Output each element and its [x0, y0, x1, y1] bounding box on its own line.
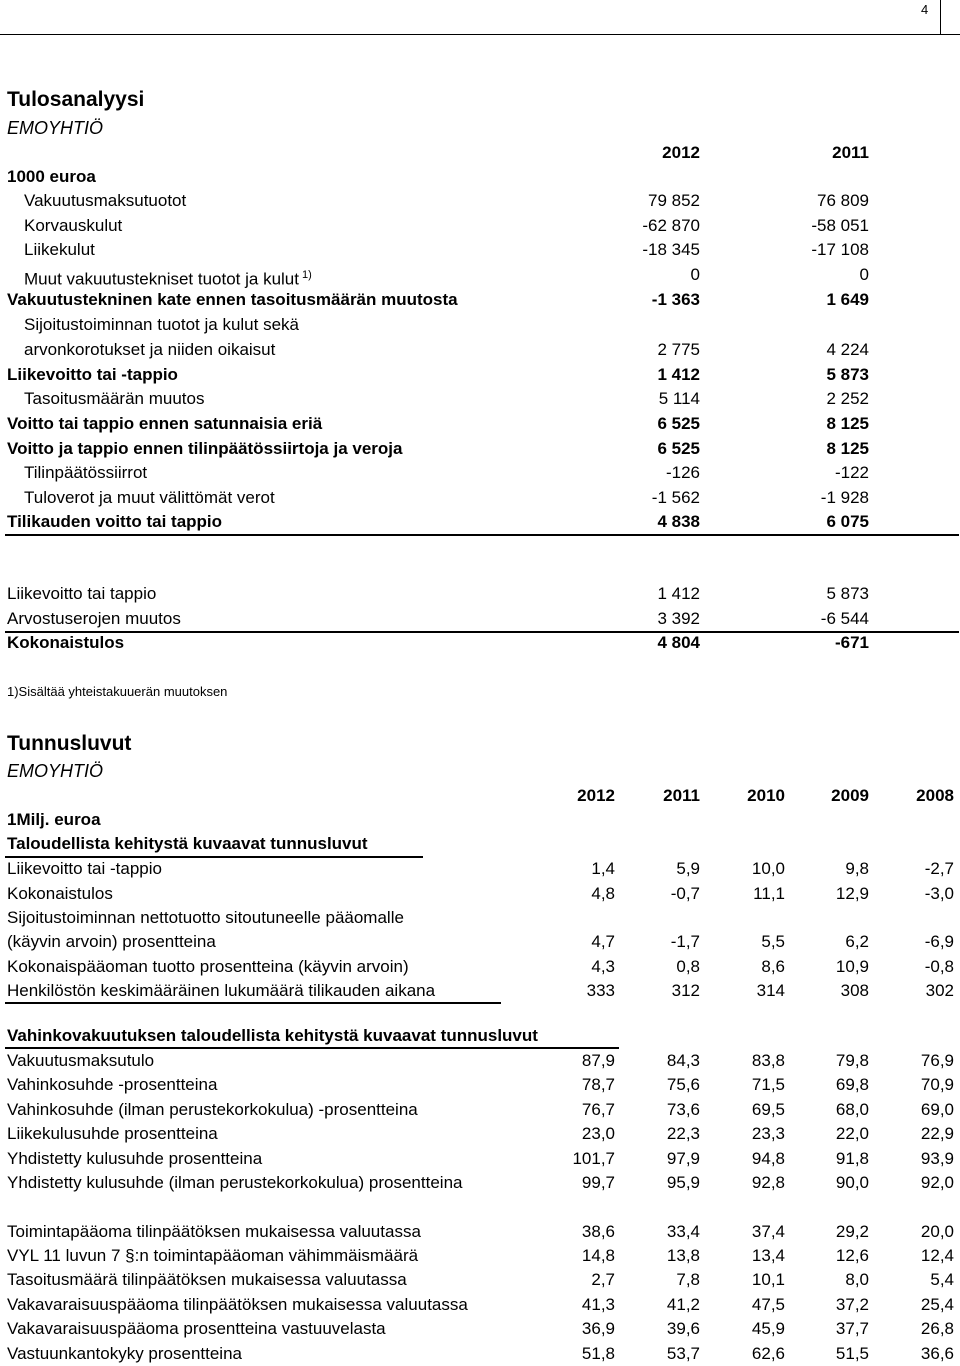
- row-value: 9,8: [845, 859, 869, 878]
- row-value: 20,0: [920, 1222, 954, 1241]
- row-value: 5 873: [826, 584, 869, 603]
- row-value: 101,7: [572, 1149, 615, 1168]
- row-value: 13,4: [751, 1246, 785, 1265]
- row-label: Yhdistetty kulusuhde prosentteina: [7, 1149, 263, 1168]
- row-value: 41,2: [666, 1295, 700, 1314]
- row-value: 12,6: [835, 1246, 869, 1265]
- row-value: 4,7: [591, 932, 615, 951]
- row-value: 7,8: [676, 1270, 700, 1289]
- table-row: [0, 1268, 960, 1292]
- row-value: 73,6: [666, 1100, 700, 1119]
- row-value: 45,9: [751, 1319, 785, 1338]
- row-value: 2 775: [657, 340, 700, 359]
- row-value: 37,7: [835, 1319, 869, 1338]
- table-row: [0, 955, 960, 979]
- row-label: Kokonaistulos: [7, 633, 125, 652]
- year-header-row: [0, 784, 960, 808]
- row-value: 1 412: [657, 584, 700, 603]
- row-value: -18 345: [642, 240, 700, 259]
- row-value: 95,9: [666, 1173, 700, 1192]
- table-row: [0, 1317, 960, 1341]
- row-value: 14,8: [581, 1246, 615, 1265]
- row-value: 4 224: [826, 340, 869, 359]
- row-value: 75,6: [666, 1075, 700, 1094]
- row-value: 308: [840, 981, 869, 1000]
- row-value: 2 252: [826, 389, 869, 408]
- table-rule: [5, 631, 959, 633]
- table-row: [0, 930, 960, 954]
- table-rule: [5, 534, 959, 536]
- row-value: -1 562: [651, 488, 700, 507]
- header-rule: [0, 34, 960, 35]
- row-value: 5,5: [761, 932, 785, 951]
- table-rule: [5, 1002, 501, 1004]
- row-value: 5 114: [658, 389, 700, 408]
- row-value: 10,0: [751, 859, 785, 878]
- table-row: [0, 1147, 960, 1171]
- row-value: 0,8: [676, 957, 700, 976]
- row-label: Vahinkosuhde -prosentteina: [7, 1075, 218, 1094]
- row-value: 94,8: [751, 1149, 785, 1168]
- table-row: [0, 363, 960, 387]
- row-value: 47,5: [751, 1295, 785, 1314]
- table-row: [0, 263, 960, 287]
- row-value: 2012: [577, 786, 615, 805]
- row-value: -0,7: [670, 884, 700, 903]
- unit-row: [0, 808, 960, 832]
- row-label: arvonkorotukset ja niiden oikaisut: [24, 340, 276, 359]
- table-row: [0, 1049, 960, 1073]
- row-value: 99,7: [581, 1173, 615, 1192]
- row-value: 26,8: [920, 1319, 954, 1338]
- table-row: [0, 979, 960, 1003]
- row-value: 79 852: [648, 191, 700, 210]
- table-row: [0, 510, 960, 534]
- table-row: [0, 313, 960, 337]
- row-value: 0: [690, 265, 700, 284]
- table-row: [0, 1098, 960, 1122]
- row-label: 1Milj. euroa: [7, 810, 101, 829]
- row-value: 4 838: [657, 512, 700, 531]
- row-label: Liikekulusuhde prosentteina: [7, 1124, 218, 1143]
- row-value: -58 051: [811, 216, 869, 235]
- year-header-row: [0, 141, 960, 165]
- income-title: Tulosanalyysi: [7, 88, 145, 111]
- row-label: Henkilöstön keskimääräinen lukumäärä tilikauden aikana: [7, 981, 436, 1000]
- row-value: 33,4: [666, 1222, 700, 1241]
- table-row: [0, 1342, 960, 1366]
- row-label: Voitto ja tappio ennen tilinpäätössiirtoja ja veroja: [7, 439, 403, 458]
- row-value: 25,4: [920, 1295, 954, 1314]
- row-label: Liikevoitto tai -tappio: [7, 365, 178, 384]
- row-value: 53,7: [666, 1344, 700, 1363]
- row-label: Voitto tai tappio ennen satunnaisia eriä: [7, 414, 323, 433]
- row-value: 3 392: [657, 609, 700, 628]
- row-label: Taloudellista kehitystä kuvaavat tunnusluvut: [7, 834, 368, 853]
- row-value: 51,8: [581, 1344, 615, 1363]
- row-value: 2009: [831, 786, 869, 805]
- row-value: 4 804: [657, 633, 700, 652]
- row-label: Korvauskulut: [24, 216, 123, 235]
- row-value: 69,5: [751, 1100, 785, 1119]
- row-value: 6 525: [657, 414, 700, 433]
- row-value: 22,3: [666, 1124, 700, 1143]
- row-value: 37,4: [751, 1222, 785, 1241]
- table-row: [0, 1073, 960, 1097]
- row-value: 2010: [747, 786, 785, 805]
- row-value: -671: [834, 633, 869, 652]
- row-label: VYL 11 luvun 7 §:n toimintapääoman vähimmäismäärä: [7, 1246, 419, 1265]
- row-label: Kokonaistulos: [7, 884, 113, 903]
- header-divider: [940, 0, 941, 34]
- row-value: -122: [834, 463, 869, 482]
- row-label: Arvostuserojen muutos: [7, 609, 181, 628]
- ratios-title: Tunnusluvut: [7, 732, 132, 755]
- row-label: Vakuutustekninen kate ennen tasoitusmäärän muutosta: [7, 290, 458, 309]
- row-label: Tasoitusmäärän muutos: [24, 389, 205, 408]
- row-value: 68,0: [835, 1100, 869, 1119]
- row-value: -1 928: [820, 488, 869, 507]
- row-value: 41,3: [581, 1295, 615, 1314]
- row-value: 84,3: [666, 1051, 700, 1070]
- row-value: 8,6: [761, 957, 785, 976]
- row-value: 2008: [916, 786, 954, 805]
- row-value: 83,8: [751, 1051, 785, 1070]
- row-value: 2011: [663, 786, 700, 805]
- row-value: -2,7: [924, 859, 954, 878]
- table-row: [0, 906, 960, 930]
- row-value: 302: [925, 981, 954, 1000]
- row-value: 79,8: [835, 1051, 869, 1070]
- row-value: 69,8: [835, 1075, 869, 1094]
- row-value: 23,0: [581, 1124, 615, 1143]
- table-row: [0, 1244, 960, 1268]
- table-row: [0, 288, 960, 312]
- row-value: 8 125: [826, 414, 869, 433]
- row-value: 4,8: [591, 884, 615, 903]
- table-row: [0, 387, 960, 411]
- table-row: [0, 1293, 960, 1317]
- table-row: [0, 1220, 960, 1244]
- table-row: [0, 882, 960, 906]
- table-row: [0, 607, 960, 631]
- row-value: 39,6: [666, 1319, 700, 1338]
- row-label: Toimintapääoma tilinpäätöksen mukaisessa valuutassa: [7, 1222, 421, 1241]
- row-value: 76,9: [920, 1051, 954, 1070]
- row-value: 314: [756, 981, 785, 1000]
- row-label: Vakavaraisuuspääoma prosentteina vastuuvelasta: [7, 1319, 386, 1338]
- row-value: 70,9: [920, 1075, 954, 1094]
- row-value: 4,3: [591, 957, 615, 976]
- row-label: Kokonaispääoman tuotto prosentteina (käyvin arvoin): [7, 957, 409, 976]
- row-value: 10,1: [751, 1270, 785, 1289]
- row-value: 36,9: [581, 1319, 615, 1338]
- row-value: 6 075: [826, 512, 869, 531]
- row-label: Vakavaraisuuspääoma tilinpäätöksen mukaisessa valuutassa: [7, 1295, 468, 1314]
- row-value: 87,9: [581, 1051, 615, 1070]
- table-row: [0, 338, 960, 362]
- row-label: Tuloverot ja muut välittömät verot: [24, 488, 275, 507]
- row-value: -126: [665, 463, 700, 482]
- row-value: -17 108: [811, 240, 869, 259]
- row-value: 23,3: [751, 1124, 785, 1143]
- row-value: 51,5: [835, 1344, 869, 1363]
- row-value: 69,0: [920, 1100, 954, 1119]
- table-row: [0, 189, 960, 213]
- row-value: 5,9: [676, 859, 700, 878]
- row-value: -0,8: [924, 957, 954, 976]
- row-label: Tasoitusmäärä tilinpäätöksen mukaisessa valuutassa: [7, 1270, 407, 1289]
- ratios-entity: EMOYHTIÖ: [7, 761, 104, 781]
- row-value: 37,2: [835, 1295, 869, 1314]
- row-value: 2,7: [591, 1270, 615, 1289]
- row-label: Liikevoitto tai tappio: [7, 584, 157, 603]
- row-value: 62,6: [751, 1344, 785, 1363]
- row-label: Vahinkovakuutuksen taloudellista kehitystä kuvaavat tunnusluvut: [7, 1026, 538, 1045]
- row-label: Yhdistetty kulusuhde (ilman perustekorkokulua) prosentteina: [7, 1173, 463, 1192]
- row-value: 5 873: [826, 365, 869, 384]
- page-number: 4: [921, 2, 929, 17]
- row-value: 92,8: [751, 1173, 785, 1192]
- row-value: 6,2: [845, 932, 869, 951]
- row-value: -3,0: [924, 884, 954, 903]
- row-label: Vastuunkantokyky prosentteina: [7, 1344, 242, 1363]
- table-row: [0, 238, 960, 262]
- row-label: Sijoitustoiminnan tuotot ja kulut sekä: [24, 315, 299, 334]
- row-value: 2012: [662, 143, 700, 162]
- row-value: 312: [671, 981, 700, 1000]
- row-value: 1,4: [591, 859, 615, 878]
- row-value: 91,8: [835, 1149, 869, 1168]
- row-value: 22,9: [920, 1124, 954, 1143]
- row-label: Muut vakuutustekniset tuotot ja kulut $^{1)}$: [24, 269, 312, 289]
- table-row: [0, 1122, 960, 1146]
- footnote: 1)Sisältää yhteistakuuerän muutoksen: [7, 684, 228, 699]
- row-value: 71,5: [751, 1075, 785, 1094]
- table-row: [0, 582, 960, 606]
- row-value: -1 363: [651, 290, 700, 309]
- row-label: Liikevoitto tai -tappio: [7, 859, 162, 878]
- table-row: [0, 412, 960, 436]
- row-value: 1 649: [826, 290, 869, 309]
- row-value: 8 125: [826, 439, 869, 458]
- table-row: [0, 486, 960, 510]
- row-value: 333: [586, 981, 615, 1000]
- row-value: 11,1: [753, 884, 785, 903]
- unit-row: [0, 165, 960, 189]
- row-label: Tilikauden voitto tai tappio: [7, 512, 223, 531]
- table-row: [0, 214, 960, 238]
- row-value: -1,7: [670, 932, 700, 951]
- row-value: 97,9: [666, 1149, 700, 1168]
- row-label: Vakuutusmaksutulo: [7, 1051, 155, 1070]
- row-value: 78,7: [581, 1075, 615, 1094]
- row-value: 13,8: [666, 1246, 700, 1265]
- table-row: [0, 437, 960, 461]
- row-value: 10,9: [835, 957, 869, 976]
- row-label: Sijoitustoiminnan nettotuotto sitoutuneelle pääomalle: [7, 908, 404, 927]
- table-row: [0, 631, 960, 655]
- row-value: 92,0: [920, 1173, 954, 1192]
- table-row: [0, 857, 960, 881]
- row-value: 1 412: [657, 365, 700, 384]
- row-label: Liikekulut: [24, 240, 95, 259]
- row-label: Vahinkosuhde (ilman perustekorkokulua) -prosentteina: [7, 1100, 418, 1119]
- section-heading: [0, 832, 960, 856]
- row-value: 12,4: [920, 1246, 954, 1265]
- table-row: [0, 461, 960, 485]
- row-value: 2011: [832, 143, 869, 162]
- row-value: 29,2: [835, 1222, 869, 1241]
- row-value: 0: [859, 265, 869, 284]
- row-value: -62 870: [642, 216, 700, 235]
- row-value: 90,0: [835, 1173, 869, 1192]
- row-value: 36,6: [920, 1344, 954, 1363]
- row-label: Tilinpäätössiirrot: [24, 463, 148, 482]
- row-value: 76,7: [581, 1100, 615, 1119]
- row-value: 38,6: [581, 1222, 615, 1241]
- row-label: 1000 euroa: [7, 167, 96, 186]
- income-entity: EMOYHTIÖ: [7, 118, 104, 138]
- row-value: 76 809: [817, 191, 869, 210]
- row-value: -6,9: [924, 932, 954, 951]
- section-heading: [0, 1024, 960, 1048]
- row-value: 22,0: [835, 1124, 869, 1143]
- table-row: [0, 1171, 960, 1195]
- row-label: (käyvin arvoin) prosentteina: [7, 932, 216, 951]
- row-value: 5,4: [930, 1270, 954, 1289]
- row-label: Vakuutusmaksutuotot: [24, 191, 187, 210]
- row-value: 12,9: [835, 884, 869, 903]
- row-value: 93,9: [920, 1149, 954, 1168]
- row-value: -6 544: [820, 609, 869, 628]
- row-value: 8,0: [845, 1270, 869, 1289]
- row-value: 6 525: [657, 439, 700, 458]
